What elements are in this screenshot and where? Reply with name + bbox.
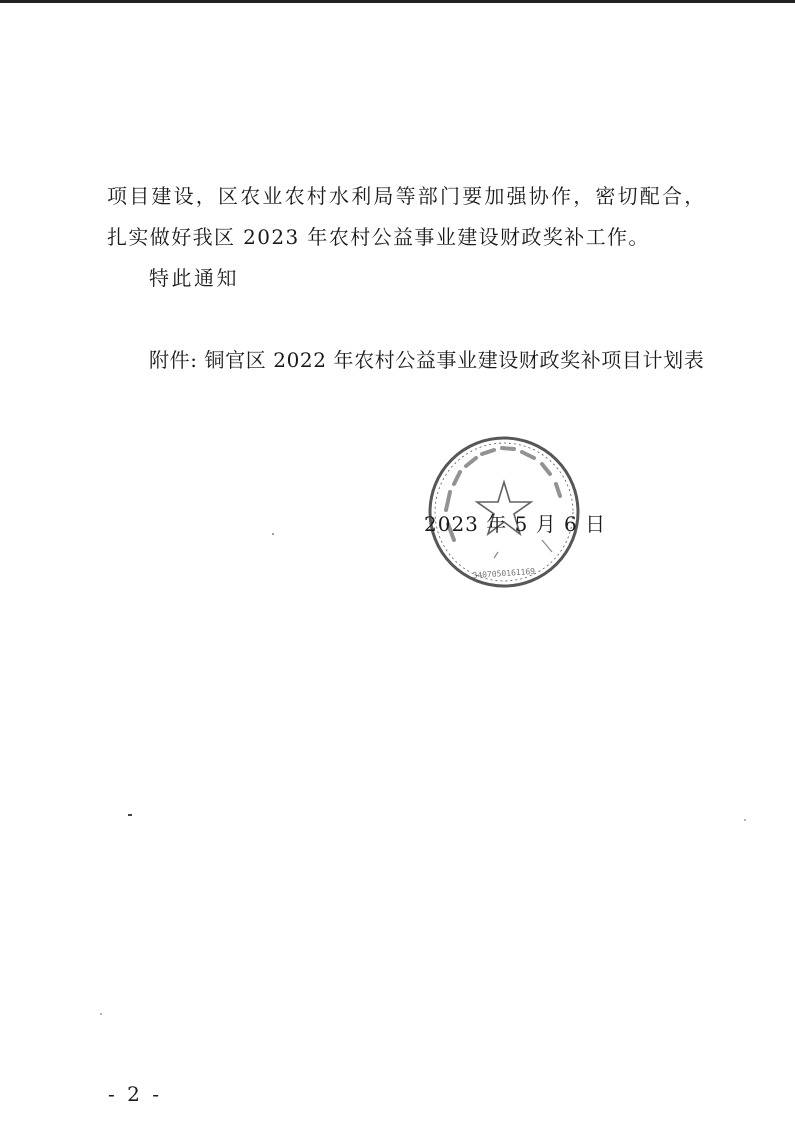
scan-speck xyxy=(744,819,746,821)
scan-speck xyxy=(100,1013,102,1015)
attachment-line: 附件: 铜官区 2022 年农村公益事业建设财政奖补项目计划表 xyxy=(149,348,705,372)
signing-date: 2023 年 5 月 6 日 xyxy=(424,512,607,536)
page-number: - 2 - xyxy=(108,1082,162,1106)
seal-code: 3407050161169 xyxy=(472,566,536,581)
scan-speck xyxy=(128,814,132,816)
body-paragraph-line-1: 项目建设，区农业农村水利局等部门要加强协作，密切配合， xyxy=(107,184,707,208)
page-top-edge xyxy=(0,0,795,3)
body-paragraph-line-2: 扎实做好我区 2023 年农村公益事业建设财政奖补工作。 xyxy=(107,225,650,249)
closing-phrase: 特此通知 xyxy=(149,266,239,290)
scan-speck xyxy=(272,533,274,535)
